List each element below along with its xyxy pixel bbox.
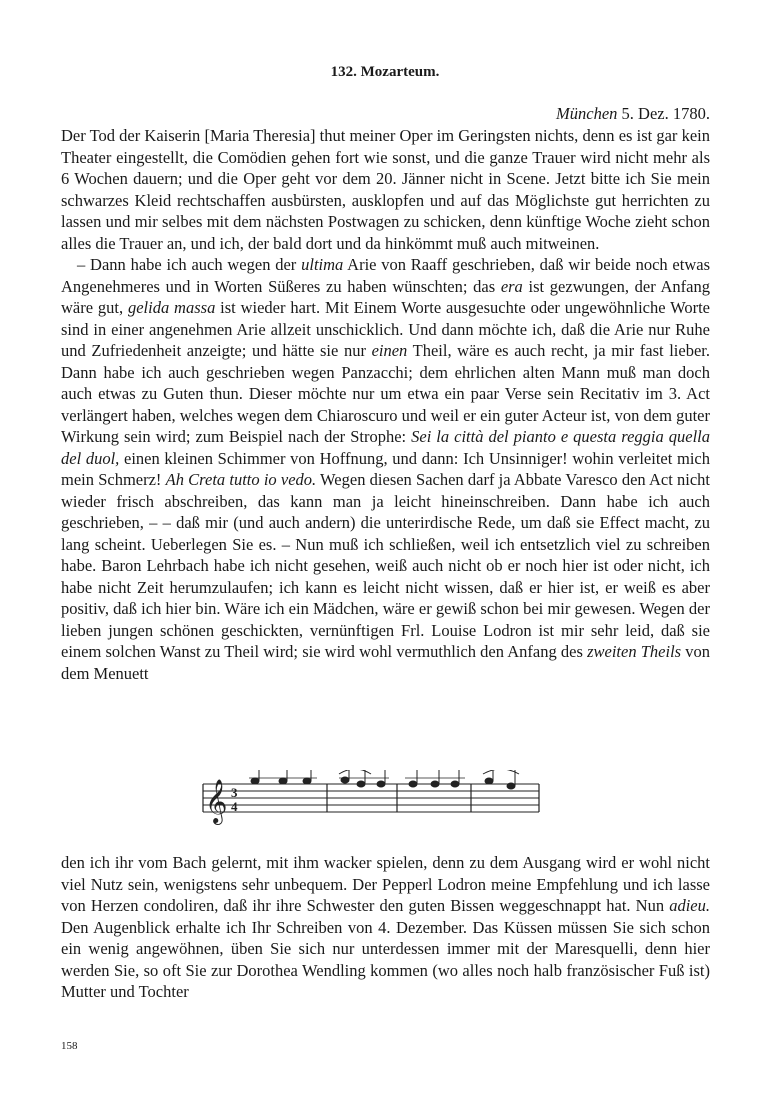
letter-date [556, 104, 710, 124]
time-signature-top: 3 [231, 785, 238, 800]
music-notation [199, 770, 541, 830]
letter-body-upper [61, 125, 710, 684]
paragraph-2: – Dann habe ich auch wegen der ultima Arie von Raaff geschrieben, daß wir beide noch etwas Angenehmeres und in Worten Süßeres zu haben wünschten; das era ist gezwungen, der Anfang wäre gut, gelida massa ist wieder hart. Mit Einem Worte ausgesuchte oder ungewöhnliche Worte sind in einer angenehmen Arie allzeit unschicklich. Und dann möchte ich, daß die Arie nur Ruhe und Zufriedenheit anzeigte; und hätte sie nur einen Theil, wäre es auch recht, ja mir fast lieber. Dann habe ich auch geschrieben wegen Panzacchi; dem ehrlichen alten Mann muß man doch auch etwas zu Guten thun. Dieser möchte nur um etwa ein paar Verse sein Recitativ im 3. Act verlängert haben, welches wegen dem Chiaroscuro und weil er ein guter Acteur ist, von dem guter Wirkung sein wird; zum Beispiel nach der Strophe: Sei la città del pianto e questa reggia quella del duol, einen kleinen Schimmer von Hoffnung, und dann: Ich Unsinniger! wohin verleitet mich mein Schmerz! Ah Creta tutto io vedo. Wegen diesen Sachen darf ja Abbate Varesco den Act nicht wieder frisch abschreiben, das kann man ja leicht hineinschreiben. Dann habe ich auch geschrieben, – – daß mir (und auch andern) die unterirdische Rede, um daß sie Effect macht, zu lang scheint. Ueberlegen Sie es. – Nun muß ich schließen, weil ich entsetzlich viel zu schreiben habe. Baron Lehrbach habe ich nicht gesehen, weiß auch nicht ob er noch hier ist oder nicht, ich habe nicht Zeit herumzulaufen; ich kann es leicht nicht wissen, daß er hier ist, er weiß es aber positiv, daß ich hier bin. Wäre ich ein Mädchen, wäre er gewiß schon bei mir gewesen. Wegen der lieben jungen schönen geschickten, vernünftigen Frl. Louise Lodron ist mir sehr leid, daß sie einem solchen Wanst zu Theil wird; sie wird wohl vermuthlich den Anfang des zweiten Theils von dem Menuett [61, 255, 711, 683]
date-place: München [556, 104, 618, 123]
page-number: 158 [61, 1040, 78, 1052]
letter-heading: 132. Mozarteum. [330, 64, 440, 80]
date-value: 5. Dez. 1780. [621, 104, 710, 123]
paragraph-3: den ich ihr vom Bach gelernt, mit ihm wacker spielen, denn zu dem Ausgang wird er wohl nicht viel Nutz sein, wenigstens sehr unbequem. Der Pepperl Lodron meine Empfehlung und ich lasse von Herzen condoliren, daß ihr ihre Schwester den guten Bissen weggeschnappt hat. Nun adieu. Den Augenblick erhalte ich Ihr Schreiben von 4. Dezember. Das Küssen müssen Sie sich schon ein wenig angewöhnen, üben Sie sich nur unterdessen immer mit der Maresquelli, denn hier werden Sie, so oft Sie zur Dorothea Wendling kommen (wo alles noch halb französischer Fuß ist) Mutter und Tochter [61, 853, 710, 1001]
time-signature-bottom: 4 [231, 799, 238, 814]
paragraph-1: Der Tod der Kaiserin [Maria Theresia] thut meiner Oper im Geringsten nichts, denn es ist gar kein Theater eingestellt, die Comödien gehen fort wie sonst, und die ganze Trauer wird nicht mehr als 6 Wochen dauern; und die Oper geht vor dem 20. Jänner nicht in Scene. Jetzt bitte ich Sie mein schwarzes Kleid rechtschaffen ausbürsten, ausklopfen und auf das Möglichste gut herrichten zu lassen und mir selbes mit dem nächsten Postwagen zu schicken, denn künftige Woche zieht schon alles die Trauer an, und ich, der bald dort und da hinkömmt muß auch mitweinen. [61, 126, 710, 253]
letter-body-lower [61, 852, 710, 1003]
treble-clef-icon: 𝄞 [205, 779, 228, 823]
